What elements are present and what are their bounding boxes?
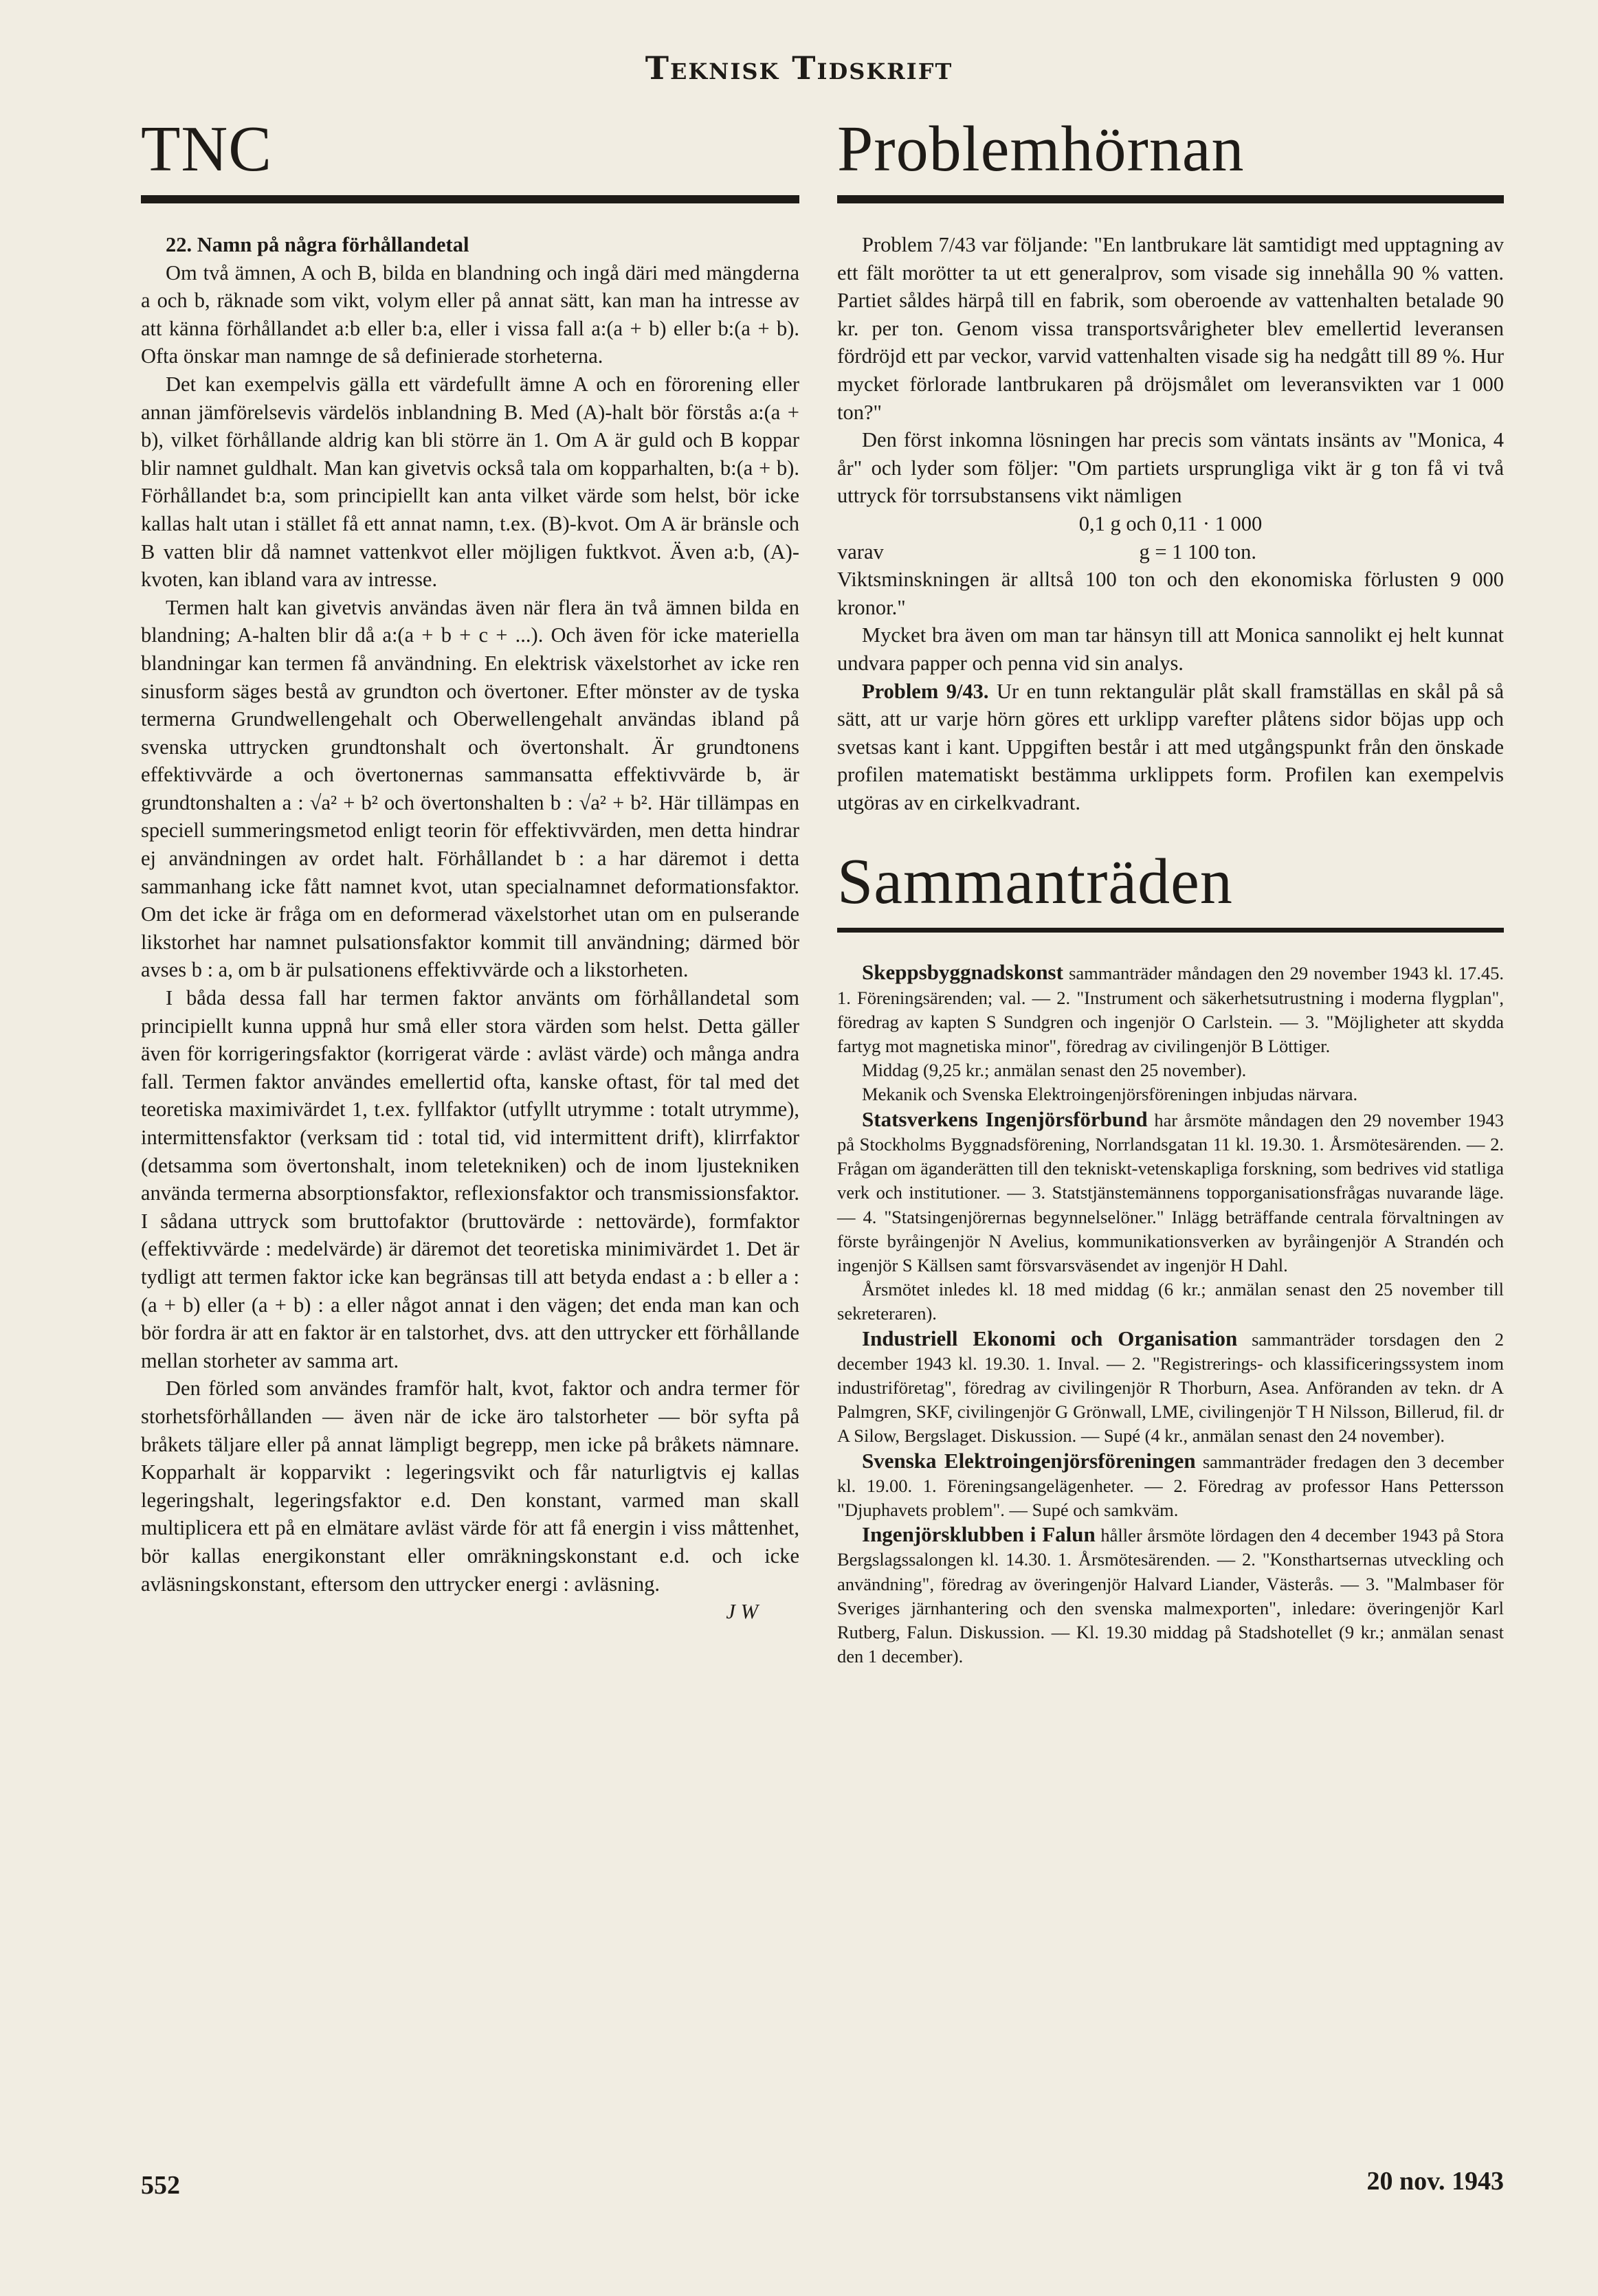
- meeting-text: sammanträder torsdagen den 2 december 1943 kl. 19.30. 1. Inval. — 2. "Registrerings- och klassificeringssystem inom industriföretag", föredrag av civilingenjör R Thorburn, Asea. Anföranden av tekn. dr A Palmgren, SKF, civilingenjör G Grönwall, LME, civilingenjör T H Nilsson, Billerud, fil. dr A Silow, Bergslaget. Diskussion. — Supé (4 kr., anmälan senast den 24 november).: [837, 1328, 1505, 1447]
- meeting-text: sammanträder fredagen den 3 december kl. 19.00. 1. Föreningsangelägenheter. — 2. Föredrag av professor Hans Pettersson "Djuphavets problem". — Supé och samkväm.: [837, 1451, 1505, 1520]
- meeting-item: [837, 960, 1504, 1106]
- tnc-rule: [141, 195, 799, 203]
- meeting-item: [837, 1449, 1504, 1523]
- meeting-org: Ingenjörsklubben i Falun: [862, 1522, 1096, 1547]
- problem-9: [837, 678, 1504, 817]
- tnc-article: [141, 231, 799, 1626]
- meeting-item: [837, 1522, 1504, 1669]
- article-signature: J W: [726, 1600, 758, 1624]
- journal-title: Teknisk Tidskrift: [645, 49, 953, 87]
- article-paragraph-4: I båda dessa fall har termen faktor använts om förhållandetal som principiellt kunna uppnå hur små eller stora värden som helst. Detta gäller även för korrigeringsfaktor (korrigerat värde : avläst värde) och många andra fall. Termen faktor användes emellertid ofta, kanske oftast, för tal med det teoretiska maximivärdet 1, t.ex. fyllfaktor (utfyllt utrymme : totalt utrymme), intermittensfaktor (verksam tid : total tid, vid intermittent drift), klirrfaktor (detsamma som övertonshalt, inom teletekniken) och de inom ljustekniken använda termerna absorptionsfaktor, reflexionsfaktor och transmissionsfaktor. I sådana uttryck som bruttofaktor (bruttovärde : nettovärde), formfaktor (effektivvärde : medelvärde) är däremot det teoretiska minimivärdet 1. Det är tydligt att termen faktor icke kan begränsas till att betyda endast a : b eller a : (a + b) eller (a + b) : a eller något annat i den vägen; det enda man kan och bör fordra är att en faktor är en talstorhet, dvs. att den uttrycker ett förhållande mellan storheter av samma art.: [141, 986, 799, 1372]
- problem-9-heading: Problem 9/43.: [862, 679, 989, 703]
- problem-corner-body: [837, 231, 1504, 816]
- problem-formula-2: g = 1 100 ton.: [1139, 539, 1256, 564]
- meeting-text: sammanträder måndagen den 29 november 1943 kl. 17.45. 1. Föreningsärenden; val. — 2. "Instrument och säkerhetsutrustning i moderna flygplan", föredrag av kapten S Sundgren och ingenjör O Carlstein. — 3. "Möjligheter att skydda fartyg mot magnetiska minor", föredrag av civilingenjör B Löttiger.: [837, 963, 1504, 1057]
- problem-paragraph-2: Den först inkomna lösningen har precis som väntats insänts av "Monica, 4 år" och lyder som följer: "Om partiets ursprungliga vikt är g ton få vi två uttryck för torrsubstansens vikt nämligen: [837, 428, 1504, 508]
- issue-date: 20 nov. 1943: [1366, 2167, 1504, 2196]
- meeting-extra: Mekanik och Svenska Elektroingenjörsföreningen inbjudas närvara.: [862, 1084, 1358, 1105]
- right-column: [837, 113, 1505, 1669]
- problem-9-text: Ur en tunn rektangulär plåt skall framställas en skål på så sätt, att ur varje hörn göres ett urklipp varefter plåtens sidor böjas upp och svetsas kant i kant. Uppgiften består i att med utgångspunkt från den önskade profilen matematiskt bestämma urklippets form. Profilen kan exempelvis utgöras av en cirkelkvadrant.: [837, 679, 1504, 814]
- meeting-org: Svenska Elektroingenjörsföreningen: [862, 1448, 1196, 1473]
- problem-corner-rule: [837, 195, 1504, 203]
- page-number: 552: [141, 2171, 180, 2200]
- formula-label: varav: [837, 539, 884, 564]
- article-heading: 22. Namn på några förhållandetal: [166, 233, 469, 256]
- meeting-extra: Middag (9,25 kr.; anmälan senast den 25 november).: [862, 1060, 1247, 1081]
- meeting-extra: Årsmötet inledes kl. 18 med middag (6 kr.; anmälan senast den 25 november till sekreteraren).: [837, 1279, 1504, 1324]
- article-paragraph-2: Det kan exempelvis gälla ett värdefullt ämne A och en förorening eller annan jämförelsevis värdelös inblandning B. Med (A)-halt bör förstås a:(a + b), vilket förhållande aldrig kan bli större än 1. Om A är guld och B koppar blir namnet guldhalt. Man kan givetvis också tala om kopparhalten, b:(a + b). Förhållandet b:a, som principiellt kan anta vilket värde som helst, bör icke kallas halt utan i stället få ett annat namn, t.ex. (B)-kvot. Om A är bränsle och B vatten blir då namnet vattenkvot eller möjligen fuktkvot. Även a:b, (A)-kvoten, kan ibland vara av intresse.: [141, 372, 799, 592]
- meeting-item: [837, 1326, 1504, 1449]
- problem-paragraph-1: Problem 7/43 var följande: "En lantbrukare lät samtidigt med upptagning av ett fält morötter ta ut ett generalprov, som visade sig innehålla 90 % vatten. Partiet såldes härpå till en fabrik, som oberoende av vattenhalten betalade 90 kr. per ton. Genom vissa transportsvårigheter blev emellertid leveransen fördröjd ett par veckor, varvid vattenhalten visade sig ha nedgått till 89 %. Hur mycket förlorade lantbrukaren på dröjsmålet om leveransvikten var 1 000 ton?": [837, 233, 1504, 424]
- problem-corner-title: Problemhörnan: [837, 113, 1245, 185]
- meeting-org: Skeppsbyggnadskonst: [862, 960, 1063, 985]
- article-paragraph-5: Den förled som användes framför halt, kvot, faktor och andra termer för storhetsförhållanden — även när de icke äro talstorheter — bör syfta på bråkets täljare eller på annat lämpligt begrepp, men icke på bråkets nämnare. Kopparhalt är kopparvikt : legeringsvikt och får naturligtvis ej kallas legeringshalt, legeringsfaktor e.d. Den konstant, varmed man skall multiplicera ett på en elmätare avläst värde för att få energin i viss måttenhet, bör kallas energikonstant eller omräkningskonstant e.d. och icke avläsningskonstant, eftersom den uttrycker energi : avläsning.: [141, 1377, 799, 1596]
- meeting-text: håller årsmöte lördagen den 4 december 1943 på Stora Bergslagssalongen kl. 14.30. 1. Årsmötesärenden. — 2. "Konsthartsernas utveckling och användning", föredrag av överingenjör Halvard Liander, Västerås. — 3. "Malmbaser för Sveriges järnhantering och den svenska malmexporten", inledare: överingenjör Karl Rutberg, Falun. Diskussion. — Kl. 19.30 middag på Stadshotellet (9 kr.; anmälan senast den 1 december).: [837, 1525, 1504, 1667]
- problem-formula-row: [837, 538, 1504, 566]
- tnc-title: TNC: [141, 113, 272, 185]
- meeting-org: Statsverkens Ingenjörsförbund: [862, 1106, 1148, 1131]
- problem-paragraph-4: Mycket bra även om man tar hänsyn till att Monica sannolikt ej helt kunnat undvara papper och penna vid sin analys.: [837, 623, 1504, 675]
- left-column: [141, 113, 799, 1626]
- meeting-org: Industriell Ekonomi och Organisation: [862, 1326, 1238, 1350]
- meetings-title: Sammanträden: [837, 846, 1233, 918]
- meeting-item: [837, 1107, 1504, 1326]
- problem-paragraph-3: Viktsminskningen är alltså 100 ton och den ekonomiska förlusten 9 000 kronor.": [837, 568, 1504, 619]
- meetings-list: [837, 960, 1504, 1669]
- meetings-rule: [837, 928, 1504, 933]
- article-paragraph-1: Om två ämnen, A och B, bilda en blandning och ingå däri med mängderna a och b, räknade som vikt, volym eller på annat sätt, kan man ha intresse av att känna förhållandet a:b eller b:a, eller i vissa fall a:(a + b) eller b:(a + b). Ofta önskar man namnge de så definierade storheterna.: [141, 260, 799, 368]
- meeting-text: har årsmöte måndagen den 29 november 1943 på Stockholms Byggnadsförening, Norrlandsgatan 11 kl. 19.30. 1. Årsmötesärenden. — 2. Frågan om äganderätten till den tekniskt-vetenskapliga forskning, som bedrives vid statliga verk och institutioner. — 3. Statstjänstemännens topporganisationsfrågas nuvarande läge. — 4. "Statsingenjörernas begynnelselöner." Inlägg beträffande centrala förvaltningen av förste byråingenjör N Avelius, kommunikationsverken av byråingenjör A Strandén och ingenjör S Källsen samt försvarsväsendet av ingenjör H Dahl.: [837, 1109, 1504, 1275]
- problem-formula-1: 0,1 g och 0,11 · 1 000: [1078, 511, 1263, 535]
- article-paragraph-3: Termen halt kan givetvis användas även när flera än två ämnen bilda en blandning; A-halten blir då a:(a + b + c + ...). Och även för icke materiella blandningar kan termen få användning. En elektrisk växelstorhet av icke ren sinusform säges bestå av grundton och övertoner. Efter mönster av de tyska termerna Grundwellengehalt och Oberwellengehalt användas ibland på svenska uttrycken grundtonshalt och övertonshalt. Är grundtonens effektivvärde a och övertonernas sammansatta effektivvärde b, är grundtonshalten a : √a² + b² och övertonshalten b : √a² + b². Här tillämpas en speciell summeringsmetod enligt teorin för effektivvärden, men detta hindrar ej användningen av ordet halt. Förhållandet b : a har däremot i detta sammanhang icke fått namnet kvot, utan specialnamnet deformationsfaktor. Om det icke är fråga om en deformerad växelstorhet utan om en pulserande likstorhet har namnet pulsationsfaktor kommit till användning; därmed bör avses b : a, om b är pulsationens effektivvärde och a likstorheten.: [141, 595, 799, 982]
